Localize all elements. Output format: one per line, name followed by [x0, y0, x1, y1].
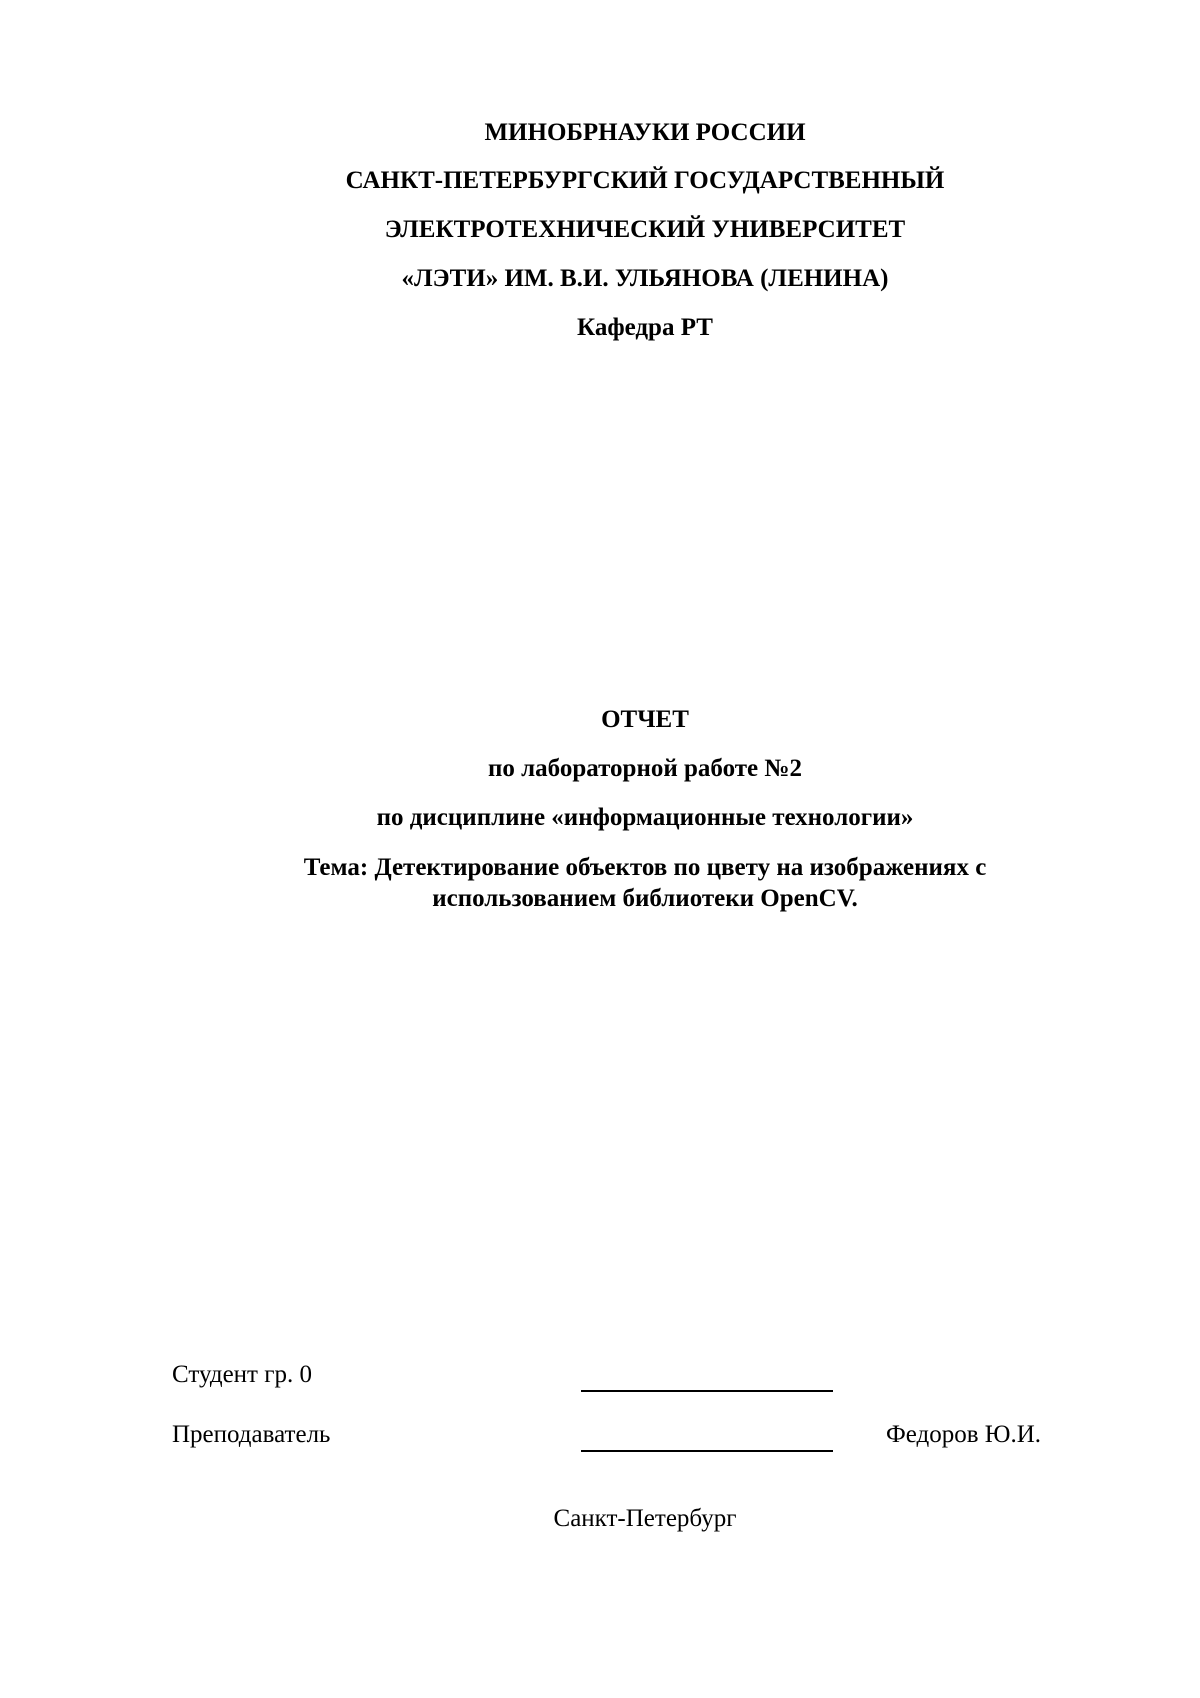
- ministry-heading: МИНОБРНАУКИ РОССИИ: [484, 119, 806, 146]
- lab-work-number: по лабораторной работе №2: [487, 755, 802, 782]
- report-topic: Тема: Детектирование объектов по цвету на изображениях с использованием библиотеки OpenCV.: [303, 854, 987, 912]
- teacher-label: Преподаватель: [172, 1421, 331, 1448]
- city-name: Санкт-Петербург: [553, 1505, 737, 1532]
- teacher-name: Федоров Ю.И.: [886, 1421, 1042, 1448]
- department-name: Кафедра РТ: [577, 314, 713, 341]
- discipline-name: по дисциплине «информационные технологии»: [376, 804, 914, 831]
- student-label: Студент гр. 0: [172, 1361, 312, 1388]
- student-signature-line: [581, 1390, 833, 1392]
- university-name-line-3: «ЛЭТИ» ИМ. В.И. УЛЬЯНОВА (ЛЕНИНА): [401, 265, 889, 292]
- teacher-signature-line: [581, 1450, 833, 1452]
- report-title: ОТЧЕТ: [601, 706, 689, 733]
- university-name-line-2: ЭЛЕКТРОТЕХНИЧЕСКИЙ УНИВЕРСИТЕТ: [384, 216, 906, 243]
- university-name-line-1: САНКТ-ПЕТЕРБУРГСКИЙ ГОСУДАРСТВЕННЫЙ: [345, 167, 945, 194]
